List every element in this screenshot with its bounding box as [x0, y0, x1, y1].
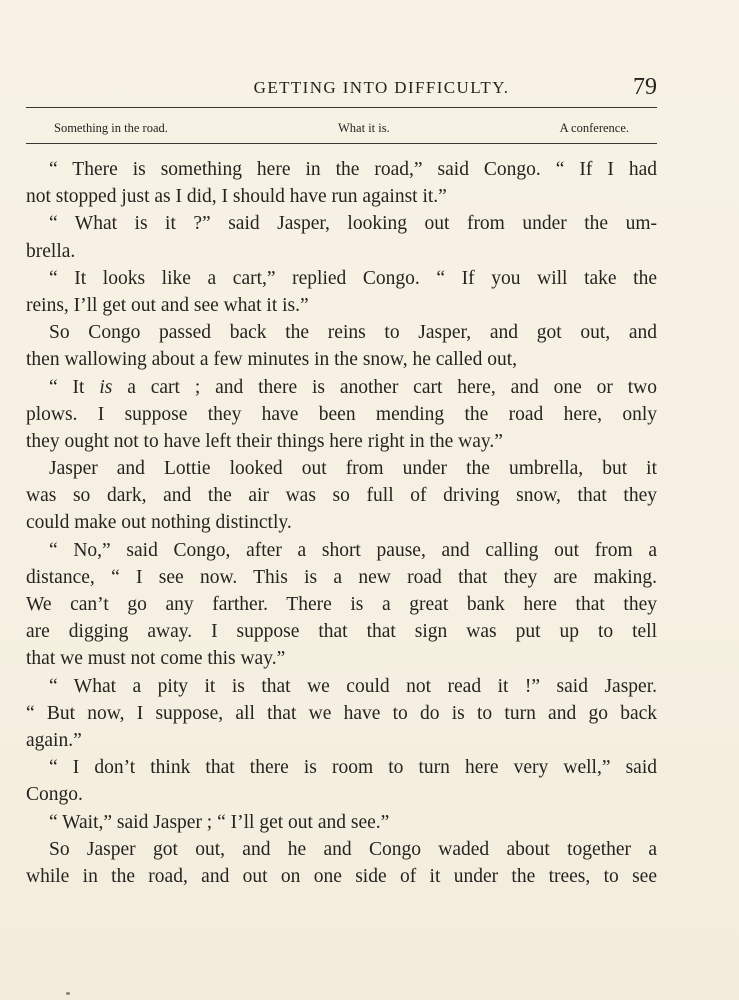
text-line: distance, “ I see now. This is a new road that they are making.: [26, 566, 657, 588]
text-line: So Jasper got out, and he and Congo waded about together a: [49, 838, 657, 860]
text-line: that we must not come this way.”: [26, 648, 286, 670]
text-line: “ I don’t think that there is room to turn here very well,” said: [49, 757, 657, 779]
text-line: “ What a pity it is that we could not read it !” said Jasper.: [49, 675, 657, 697]
italic-emphasis: is: [99, 376, 113, 398]
text-line: Jasper and Lottie looked out from under the umbrella, but it: [49, 458, 657, 480]
header-rule-top: [26, 107, 657, 108]
text-line: “ It is a cart ; and there is another cart here, and one or two: [49, 376, 657, 398]
text-line: not stopped just as I did, I should have run against it.”: [26, 186, 447, 208]
text-line: brella.: [26, 240, 76, 262]
header-rule-bottom: [26, 143, 657, 144]
text-line: So Congo passed back the reins to Jasper, and got out, and: [49, 322, 657, 344]
text-line: “ There is something here in the road,” said Congo. “ If I had: [49, 159, 657, 180]
text-line: again.”: [26, 729, 82, 751]
text-line: “ No,” said Congo, after a short pause, and calling out from a: [49, 539, 657, 561]
text-line: Congo.: [26, 784, 83, 806]
text-line: are digging away. I suppose that that sign was put up to tell: [26, 621, 657, 643]
chapter-title: GETTING INTO DIFFICULTY.: [253, 78, 510, 97]
text-line: plows. I suppose they have been mending the road here, only: [26, 403, 657, 425]
text-line: was so dark, and the air was so full of driving snow, that they: [26, 485, 657, 507]
text-line: while in the road, and out on one side of it under the trees, to see: [26, 865, 657, 887]
text-line: “ But now, I suppose, all that we have to do is to turn and go back: [26, 702, 657, 724]
subhead-left: Something in the road.: [54, 121, 168, 135]
text-line: “ Wait,” said Jasper ; “ I’ll get out and see.”: [49, 811, 390, 833]
text-line: could make out nothing distinctly.: [26, 512, 292, 534]
text-line: they ought not to have left their things here right in the way.”: [26, 430, 503, 452]
text-line: then wallowing about a few minutes in the snow, he called out,: [26, 349, 517, 371]
subhead-center: What it is.: [338, 121, 390, 135]
text-line: reins, I’ll get out and see what it is.”: [26, 294, 309, 316]
subhead-right: A conference.: [559, 121, 629, 135]
body-text: [26, 156, 657, 890]
text-line: We can’t go any farther. There is a great bank here that they: [26, 594, 657, 615]
text-line: “ What is it ?” said Jasper, looking out from under the um-: [49, 213, 657, 235]
running-head: [26, 74, 657, 102]
marginal-subheads: [26, 121, 657, 137]
text-line: “ It looks like a cart,” replied Congo. “ If you will take the: [49, 267, 657, 289]
paper-speck: [66, 992, 70, 995]
page-number: 79: [633, 74, 657, 100]
